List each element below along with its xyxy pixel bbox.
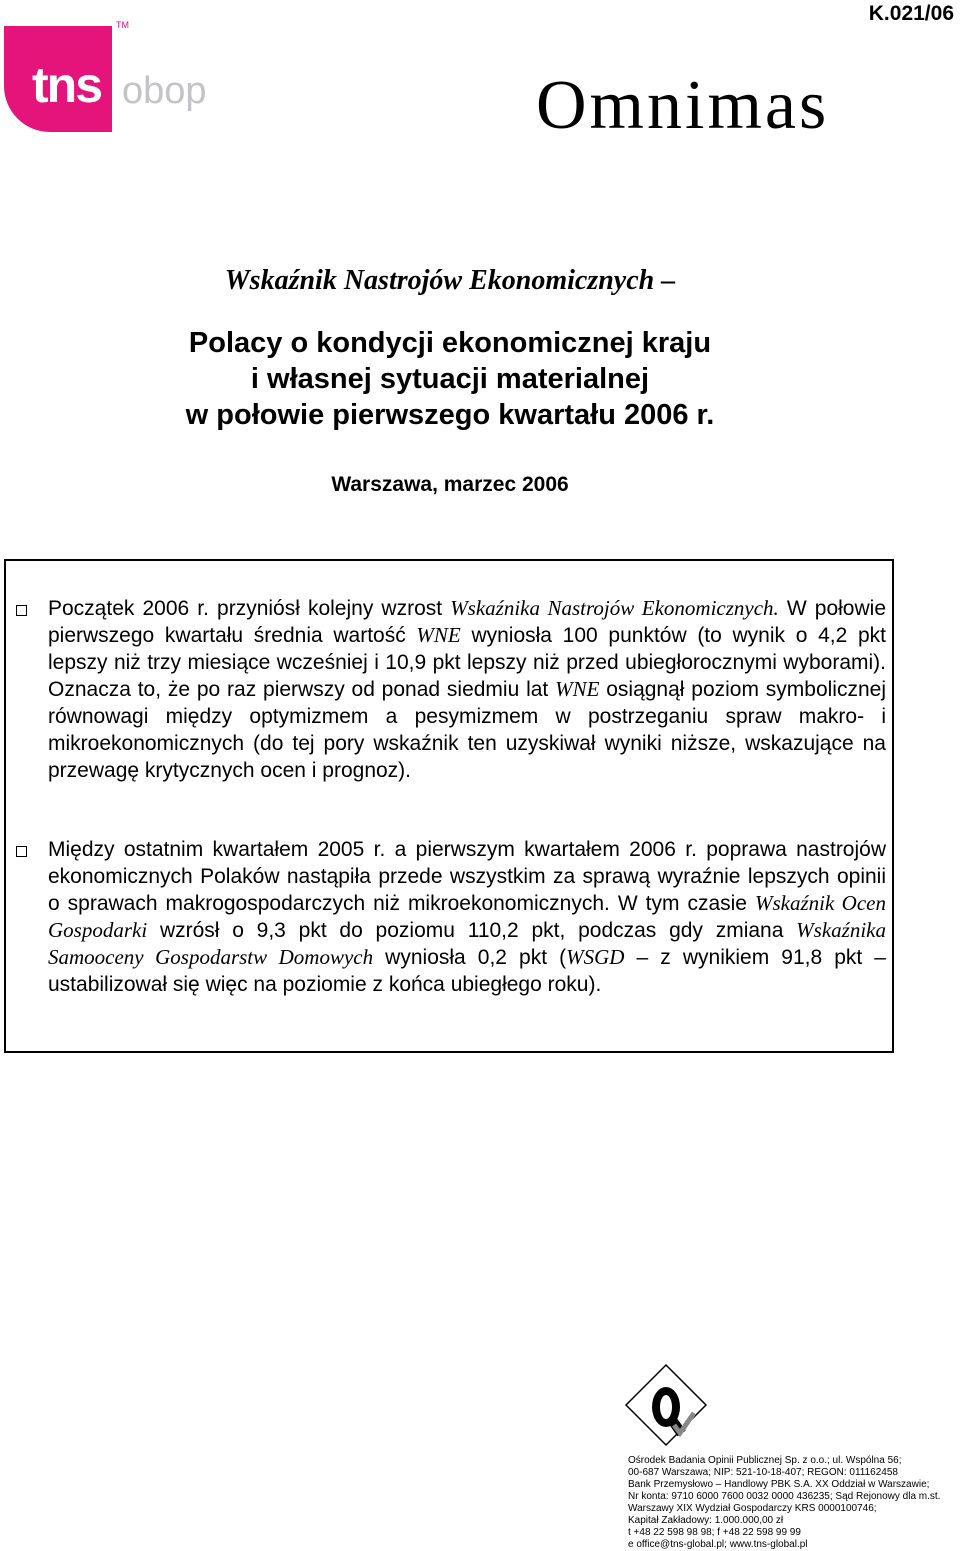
text-span: osiągnął poziom symbolicznej równowagi między optymizmem a pesymizmem w postrzeganiu spraw makro- i mikroekonomicznych (do tej pory wskaźnik ten uzyskiwał wyniki niższe, wskazujące na przewagę krytycznych ocen i prognoz).: [48, 678, 886, 782]
report-title-line-2: i własnej sytuacji materialnej: [250, 363, 650, 395]
footer-line: 00-687 Warszawa; NIP: 521-10-18-407; REGON: 011162458: [628, 1467, 898, 1478]
footer-line: Kapitał Zakładowy: 1.000.000,00 zł: [628, 1515, 784, 1526]
obop-logo-text: obop: [122, 70, 207, 112]
report-title-line-3: w połowie pierwszego kwartału 2006 r.: [185, 399, 715, 431]
italic-term: WNE: [416, 623, 461, 647]
report-title-line-1: Polacy o kondycji ekonomicznej kraju: [188, 327, 712, 359]
bullet-square-icon: [16, 846, 27, 857]
summary-paragraph-2: [48, 836, 886, 998]
report-series-title: Wskaźnik Nastrojów Ekonomicznych –: [224, 265, 676, 296]
bullet-square-icon: [16, 605, 27, 616]
text-span: wyniosła 0,2 pkt (: [373, 946, 567, 969]
italic-term: Wskaźnik Ocen Gospodarki: [48, 891, 886, 942]
company-footer: [628, 1455, 948, 1551]
omnimas-logo: Omnimas: [536, 67, 830, 144]
italic-term: WNE: [555, 677, 600, 701]
footer-line: e office@tns-global.pl; www.tns-global.pl: [628, 1539, 808, 1550]
summary-paragraph-1: [48, 595, 886, 784]
tns-obop-logo: [4, 20, 207, 140]
summary-box: [4, 559, 894, 1053]
report-title: [0, 325, 900, 433]
text-span: W połowie pierwszego kwartału średnia wartość: [48, 597, 886, 647]
text-span: Między ostatnim kwartałem 2005 r. a pierwszym kwartałem 2006 r. poprawa nastrojów ekonomicznych Polaków nastąpiła przede wszystkim za sprawą wyraźnie lepszych opinii o sprawach makrogospodarczych niż mikroekonomicznych. W tym czasie: [48, 838, 886, 915]
text-span: wyniosła 100 punktów (to wynik o 4,2 pkt lepszy niż trzy miesiące wcześniej i 10,9 pkt lepszy niż przed ubiegłorocznymi wyborami). Oznacza to, że po raz pierwszy od ponad siedmiu lat: [48, 624, 886, 701]
text-span: wzrósł o 9,3 pkt do poziomu 110,2 pkt, podczas gdy zmiana: [147, 919, 797, 942]
footer-line: Ośrodek Badania Opinii Publicznej Sp. z o.o.; ul. Wspólna 56;: [628, 1455, 902, 1466]
italic-term: WSGD: [566, 945, 625, 969]
tns-logo-text: tns: [32, 57, 101, 113]
italic-term: Wskaźnika Samooceny Gospodarstw Domowych: [48, 918, 886, 969]
place-and-date: Warszawa, marzec 2006: [331, 473, 569, 496]
footer-line: Nr konta: 9710 6000 7600 0032 0000 436235; Sąd Rejonowy dla m.st.: [628, 1491, 941, 1502]
footer-line: Bank Przemysłowo – Handlowy PBK S.A. XX Oddział w Warszawie;: [628, 1479, 930, 1490]
text-span: – z wynikiem 91,8 pkt – ustabilizował się więc na poziomie z końca ubiegłego roku).: [48, 946, 886, 996]
tns-trademark: TM: [116, 20, 129, 30]
footer-line: t +48 22 598 98 98; f +48 22 598 99 99: [628, 1527, 801, 1538]
footer-line: Warszawy XIX Wydział Gospodarczy KRS 0000100746;: [628, 1503, 877, 1514]
text-span: Początek 2006 r. przyniósł kolejny wzrost: [48, 597, 451, 620]
quality-seal-logo: [624, 1363, 708, 1447]
document-code: K.021/06: [868, 2, 954, 25]
italic-term: Wskaźnika Nastrojów Ekonomicznych.: [450, 596, 779, 620]
